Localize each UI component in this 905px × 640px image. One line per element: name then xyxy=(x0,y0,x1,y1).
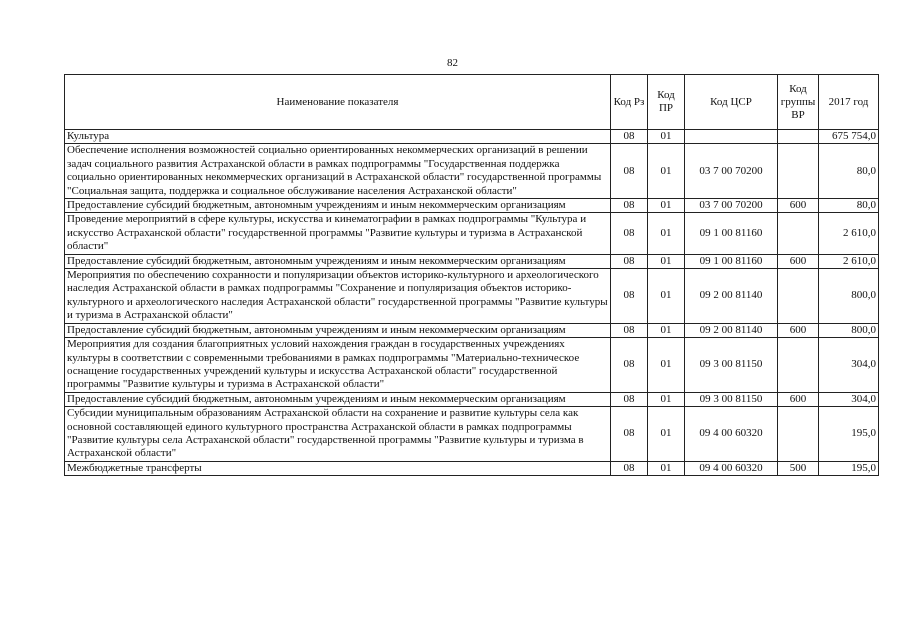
row-pr: 01 xyxy=(648,144,685,199)
row-rz: 08 xyxy=(611,338,648,393)
row-name: Предоставление субсидий бюджетным, автономным учреждениям и иным некоммерческим организациям xyxy=(65,254,611,268)
row-csr: 09 1 00 81160 xyxy=(685,254,778,268)
row-pr: 01 xyxy=(648,461,685,475)
row-csr: 09 2 00 81140 xyxy=(685,269,778,324)
table-row xyxy=(65,392,879,406)
row-rz: 08 xyxy=(611,254,648,268)
row-amount: 80,0 xyxy=(819,199,879,213)
table-row xyxy=(65,254,879,268)
row-name: Предоставление субсидий бюджетным, автономным учреждениям и иным некоммерческим организациям xyxy=(65,392,611,406)
row-pr: 01 xyxy=(648,338,685,393)
row-amount: 2 610,0 xyxy=(819,213,879,254)
row-name: Предоставление субсидий бюджетным, автономным учреждениям и иным некоммерческим организациям xyxy=(65,323,611,337)
row-rz: 08 xyxy=(611,461,648,475)
row-amount: 304,0 xyxy=(819,338,879,393)
row-csr: 09 4 00 60320 xyxy=(685,461,778,475)
table-row xyxy=(65,199,879,213)
row-csr: 03 7 00 70200 xyxy=(685,144,778,199)
row-pr: 01 xyxy=(648,213,685,254)
row-amount: 304,0 xyxy=(819,392,879,406)
table-row xyxy=(65,213,879,254)
table-row xyxy=(65,130,879,144)
budget-table xyxy=(64,74,879,476)
row-rz: 08 xyxy=(611,213,648,254)
header-pr: Код ПР xyxy=(648,75,685,130)
row-csr: 09 2 00 81140 xyxy=(685,323,778,337)
row-vr xyxy=(778,130,819,144)
row-name: Обеспечение исполнения возможностей социально ориентированных некоммерческих организаций в решении задач социального развития Астраханской области в рамках подпрограммы "Государственная поддержка социально ориентированных некоммерческих организаций в Астраханской области" государственной программы "Социальная защита, поддержка и социальное обслуживание населения Астраханской области" xyxy=(65,144,611,199)
header-name: Наименование показателя xyxy=(65,75,611,130)
page-number: 82 xyxy=(447,57,458,69)
row-name: Межбюджетные трансферты xyxy=(65,461,611,475)
row-csr: 03 7 00 70200 xyxy=(685,199,778,213)
row-name: Предоставление субсидий бюджетным, автономным учреждениям и иным некоммерческим организациям xyxy=(65,199,611,213)
row-pr: 01 xyxy=(648,392,685,406)
row-vr xyxy=(778,269,819,324)
row-amount: 675 754,0 xyxy=(819,130,879,144)
row-rz: 08 xyxy=(611,269,648,324)
row-pr: 01 xyxy=(648,130,685,144)
table-row xyxy=(65,461,879,475)
row-csr: 09 4 00 60320 xyxy=(685,407,778,462)
row-rz: 08 xyxy=(611,144,648,199)
row-pr: 01 xyxy=(648,254,685,268)
row-name: Мероприятия для создания благоприятных условий нахождения граждан в государственных учреждениях культуры в соответствии с современными требованиями в рамках подпрограммы "Материально-техническое оснащение государственных учреждений культуры и искусства Астраханской области" государственной программы "Развитие культуры и туризма в Астраханской области" xyxy=(65,338,611,393)
row-rz: 08 xyxy=(611,407,648,462)
header-rz: Код Рз xyxy=(611,75,648,130)
row-vr: 600 xyxy=(778,323,819,337)
row-csr xyxy=(685,130,778,144)
row-vr: 600 xyxy=(778,199,819,213)
row-rz: 08 xyxy=(611,392,648,406)
row-name: Субсидии муниципальным образованиям Астраханской области на сохранение и развитие культуры села как основной составляющей единого культурного пространства Астраханской области в рамках подпрограммы "Развитие культуры села Астраханской области" государственной программы "Развитие культуры и туризма в Астраханской области" xyxy=(65,407,611,462)
row-csr: 09 3 00 81150 xyxy=(685,338,778,393)
table-row xyxy=(65,323,879,337)
row-vr: 500 xyxy=(778,461,819,475)
row-vr xyxy=(778,213,819,254)
row-vr xyxy=(778,144,819,199)
row-amount: 2 610,0 xyxy=(819,254,879,268)
table-row xyxy=(65,269,879,324)
table-row xyxy=(65,407,879,462)
row-csr: 09 1 00 81160 xyxy=(685,213,778,254)
row-rz: 08 xyxy=(611,199,648,213)
row-name: Культура xyxy=(65,130,611,144)
row-rz: 08 xyxy=(611,130,648,144)
row-name: Мероприятия по обеспечению сохранности и популяризации объектов историко-культурного и археологического наследия Астраханской области в рамках подпрограммы "Сохранение и популяризация объектов историко-культурного и археологического наследия Астраханской области" государственной программы "Развитие культуры и туризма в Астраханской области" xyxy=(65,269,611,324)
table-row xyxy=(65,144,879,199)
row-pr: 01 xyxy=(648,269,685,324)
row-amount: 800,0 xyxy=(819,269,879,324)
row-amount: 195,0 xyxy=(819,407,879,462)
header-csr: Код ЦСР xyxy=(685,75,778,130)
row-vr: 600 xyxy=(778,392,819,406)
row-name: Проведение мероприятий в сфере культуры, искусства и кинематографии в рамках подпрограммы "Культура и искусство Астраханской области" государственной программы "Развитие культуры и туризма в Астраханской области" xyxy=(65,213,611,254)
row-rz: 08 xyxy=(611,323,648,337)
row-vr xyxy=(778,338,819,393)
row-amount: 195,0 xyxy=(819,461,879,475)
row-csr: 09 3 00 81150 xyxy=(685,392,778,406)
table-header-row xyxy=(65,75,879,130)
row-amount: 80,0 xyxy=(819,144,879,199)
row-vr xyxy=(778,407,819,462)
row-pr: 01 xyxy=(648,199,685,213)
header-year: 2017 год xyxy=(819,75,879,130)
row-pr: 01 xyxy=(648,407,685,462)
row-pr: 01 xyxy=(648,323,685,337)
row-vr: 600 xyxy=(778,254,819,268)
table-row xyxy=(65,338,879,393)
header-vr: Код группы ВР xyxy=(778,75,819,130)
row-amount: 800,0 xyxy=(819,323,879,337)
